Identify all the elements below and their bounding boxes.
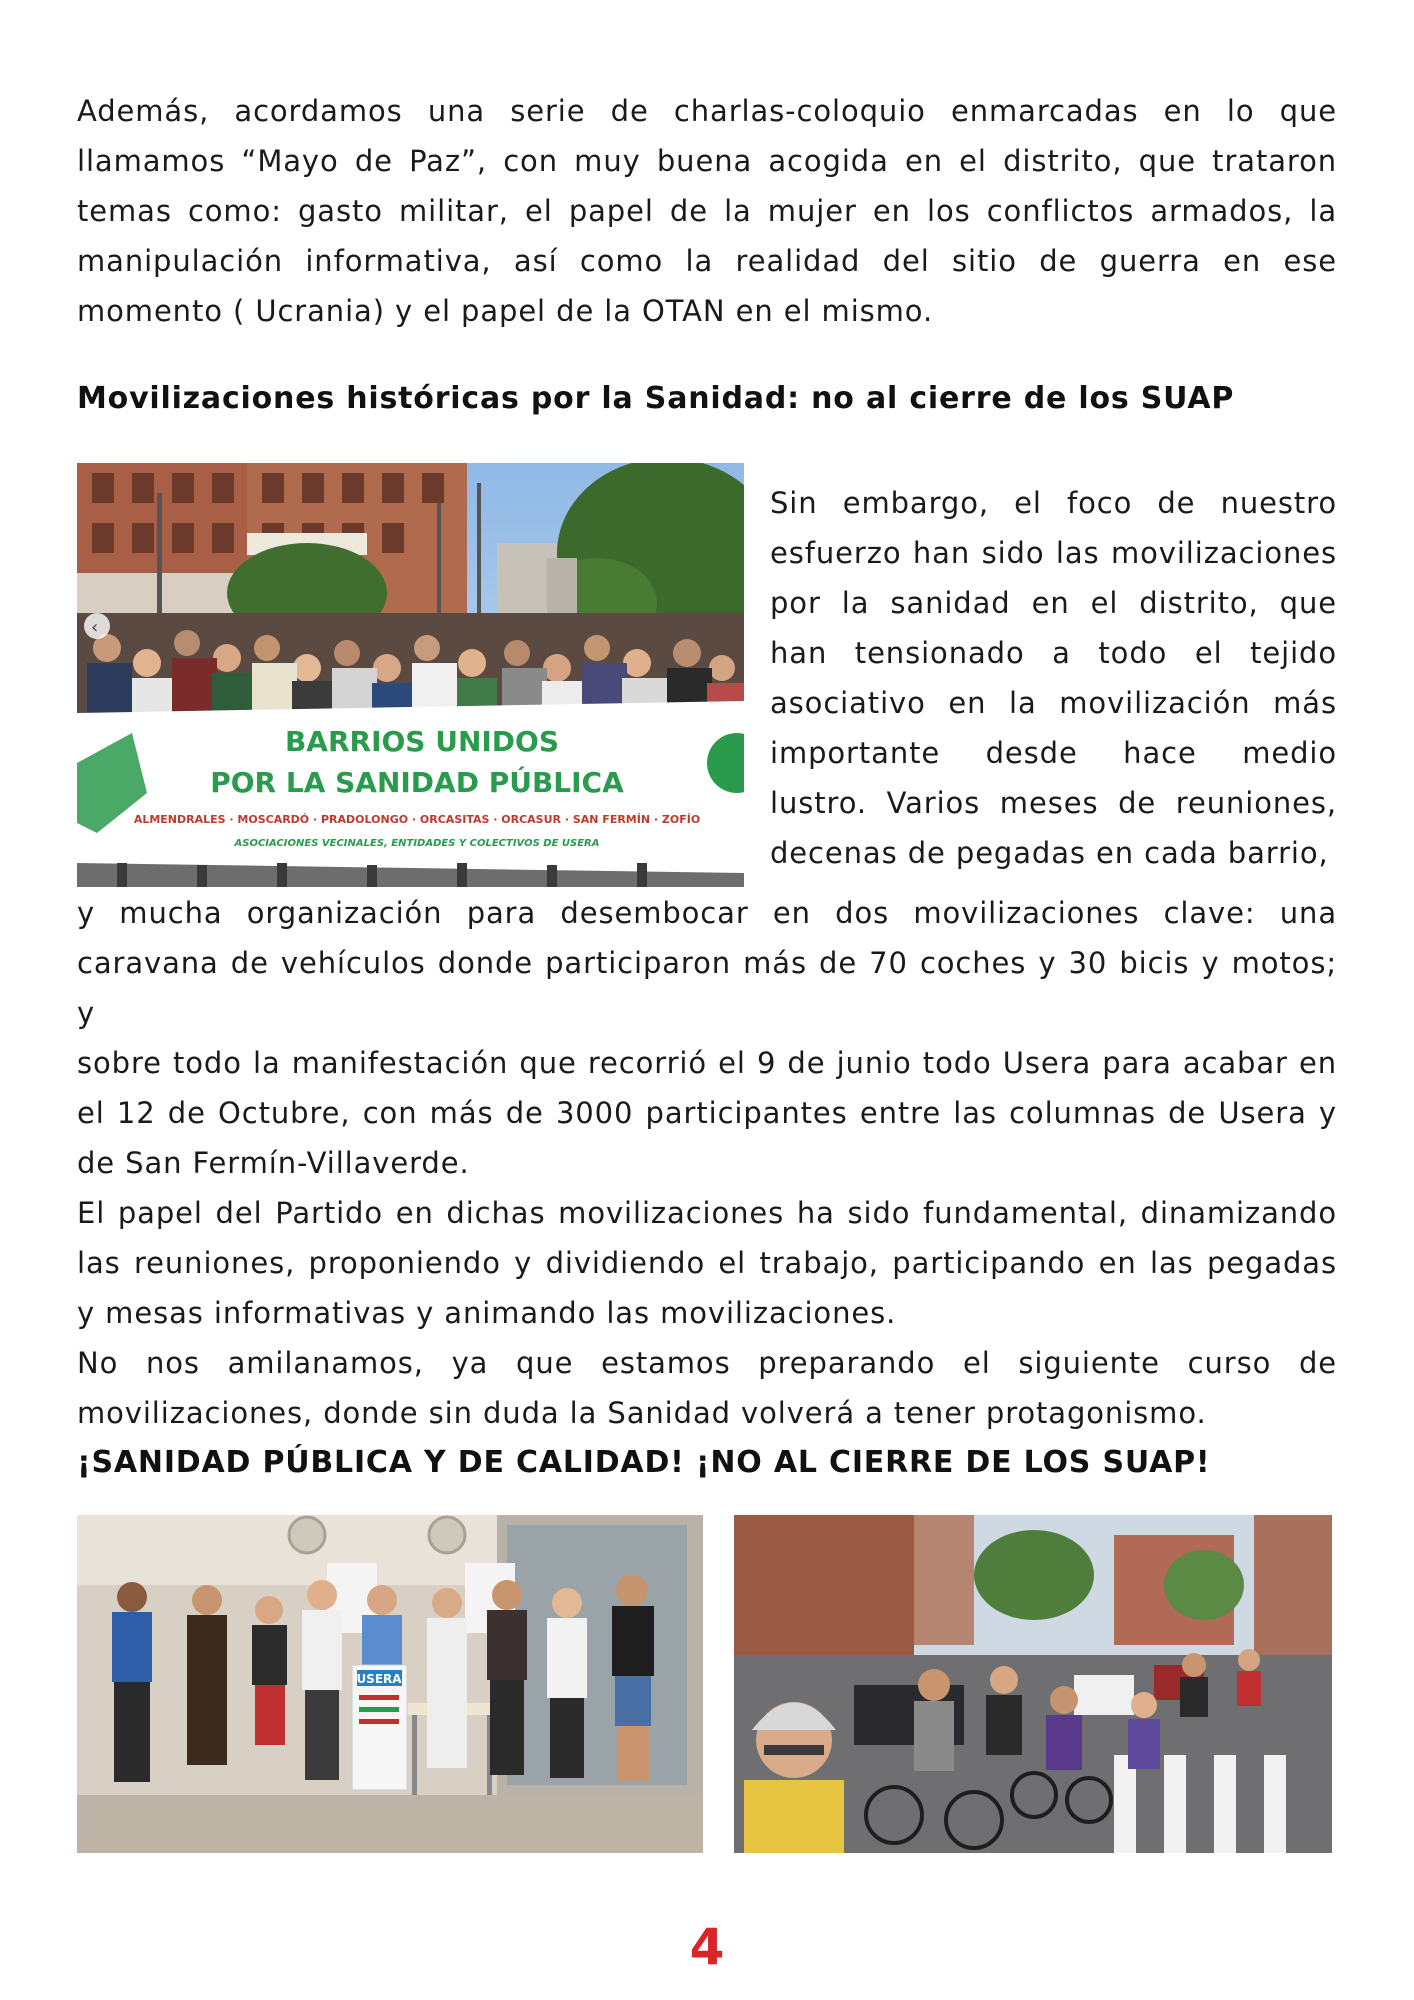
- banner-text-line4: ASOCIACIONES VECINALES, ENTIDADES Y COLECTIVOS DE USERA: [234, 838, 600, 849]
- body-line: de San Fermín-Villaverde.: [77, 1146, 470, 1180]
- body-line: sobre todo la manifestación que recorrió el 9 de junio todo Usera para acabar en: [77, 1046, 1337, 1080]
- wrapped-line: por la sanidad en el distrito, que: [770, 586, 1337, 620]
- intro-line: Además, acordamos una serie de charlas-coloquio enmarcadas en lo que: [77, 94, 1337, 128]
- page-number: 4: [689, 1918, 725, 1976]
- wrapped-line: importante desde hace medio: [770, 736, 1337, 770]
- banner-text-line2: POR LA SANIDAD PÚBLICA: [210, 766, 624, 799]
- body-line: y mesas informativas y animando las movilizaciones.: [77, 1296, 897, 1330]
- group-info-table-photo: [77, 1515, 703, 1853]
- body-line: El papel del Partido en dichas movilizaciones ha sido fundamental, dinamizando: [77, 1196, 1337, 1230]
- intro-line: llamamos “Mayo de Paz”, con muy buena acogida en el distrito, que trataron: [77, 144, 1337, 178]
- caravan-bikes-photo: [734, 1515, 1332, 1853]
- body-line: No nos amilanamos, ya que estamos preparando el siguiente curso de: [77, 1346, 1337, 1380]
- svg-text:‹: ‹: [91, 617, 99, 638]
- intro-line: manipulación informativa, así como la realidad del sitio de guerra en ese: [77, 244, 1337, 278]
- wrapped-paragraph: [770, 478, 1337, 878]
- wrapped-line: esfuerzo han sido las movilizaciones: [770, 536, 1337, 570]
- wrapped-line: lustro. Varios meses de reuniones,: [770, 786, 1337, 820]
- body-line: las reuniones, proponiendo y dividiendo el trabajo, participando en las pegadas: [77, 1246, 1337, 1280]
- body-paragraph-continued: [77, 888, 1337, 1438]
- poster-usera-label: USERA: [356, 1672, 402, 1686]
- section-heading-sanidad: ¡SANIDAD PÚBLICA Y DE CALIDAD! ¡NO AL CIERRE DE LOS SUAP!: [77, 1445, 1211, 1480]
- protest-march-photo: [77, 463, 744, 887]
- wrapped-line: han tensionado a todo el tejido: [770, 636, 1337, 670]
- body-line: y mucha organización para desembocar en dos movilizaciones clave: una: [77, 896, 1337, 930]
- banner-text-line1: BARRIOS UNIDOS: [284, 725, 560, 758]
- wrapped-line: decenas de pegadas en cada barrio,: [770, 836, 1329, 870]
- intro-line: temas como: gasto militar, el papel de la mujer en los conflictos armados, la: [77, 194, 1337, 228]
- body-line: movilizaciones, donde sin duda la Sanidad volverá a tener protagonismo.: [77, 1396, 1207, 1430]
- wrapped-line: Sin embargo, el foco de nuestro: [770, 486, 1337, 520]
- body-line: el 12 de Octubre, con más de 3000 participantes entre las columnas de Usera y: [77, 1096, 1337, 1130]
- section-heading-movilizaciones: Movilizaciones históricas por la Sanidad: no al cierre de los SUAP: [77, 381, 1235, 416]
- intro-line: momento ( Ucrania) y el papel de la OTAN en el mismo.: [77, 294, 934, 328]
- wrapped-line: asociativo en la movilización más: [770, 686, 1337, 720]
- intro-paragraph: [77, 86, 1337, 336]
- banner-text-line3: ALMENDRALES · MOSCARDÓ · PRADOLONGO · ORCASITAS · ORCASUR · SAN FERMÍN · ZOFÍO: [133, 813, 701, 826]
- body-line: caravana de vehículos donde participaron más de 70 coches y 30 bicis y motos; y: [77, 946, 1337, 1030]
